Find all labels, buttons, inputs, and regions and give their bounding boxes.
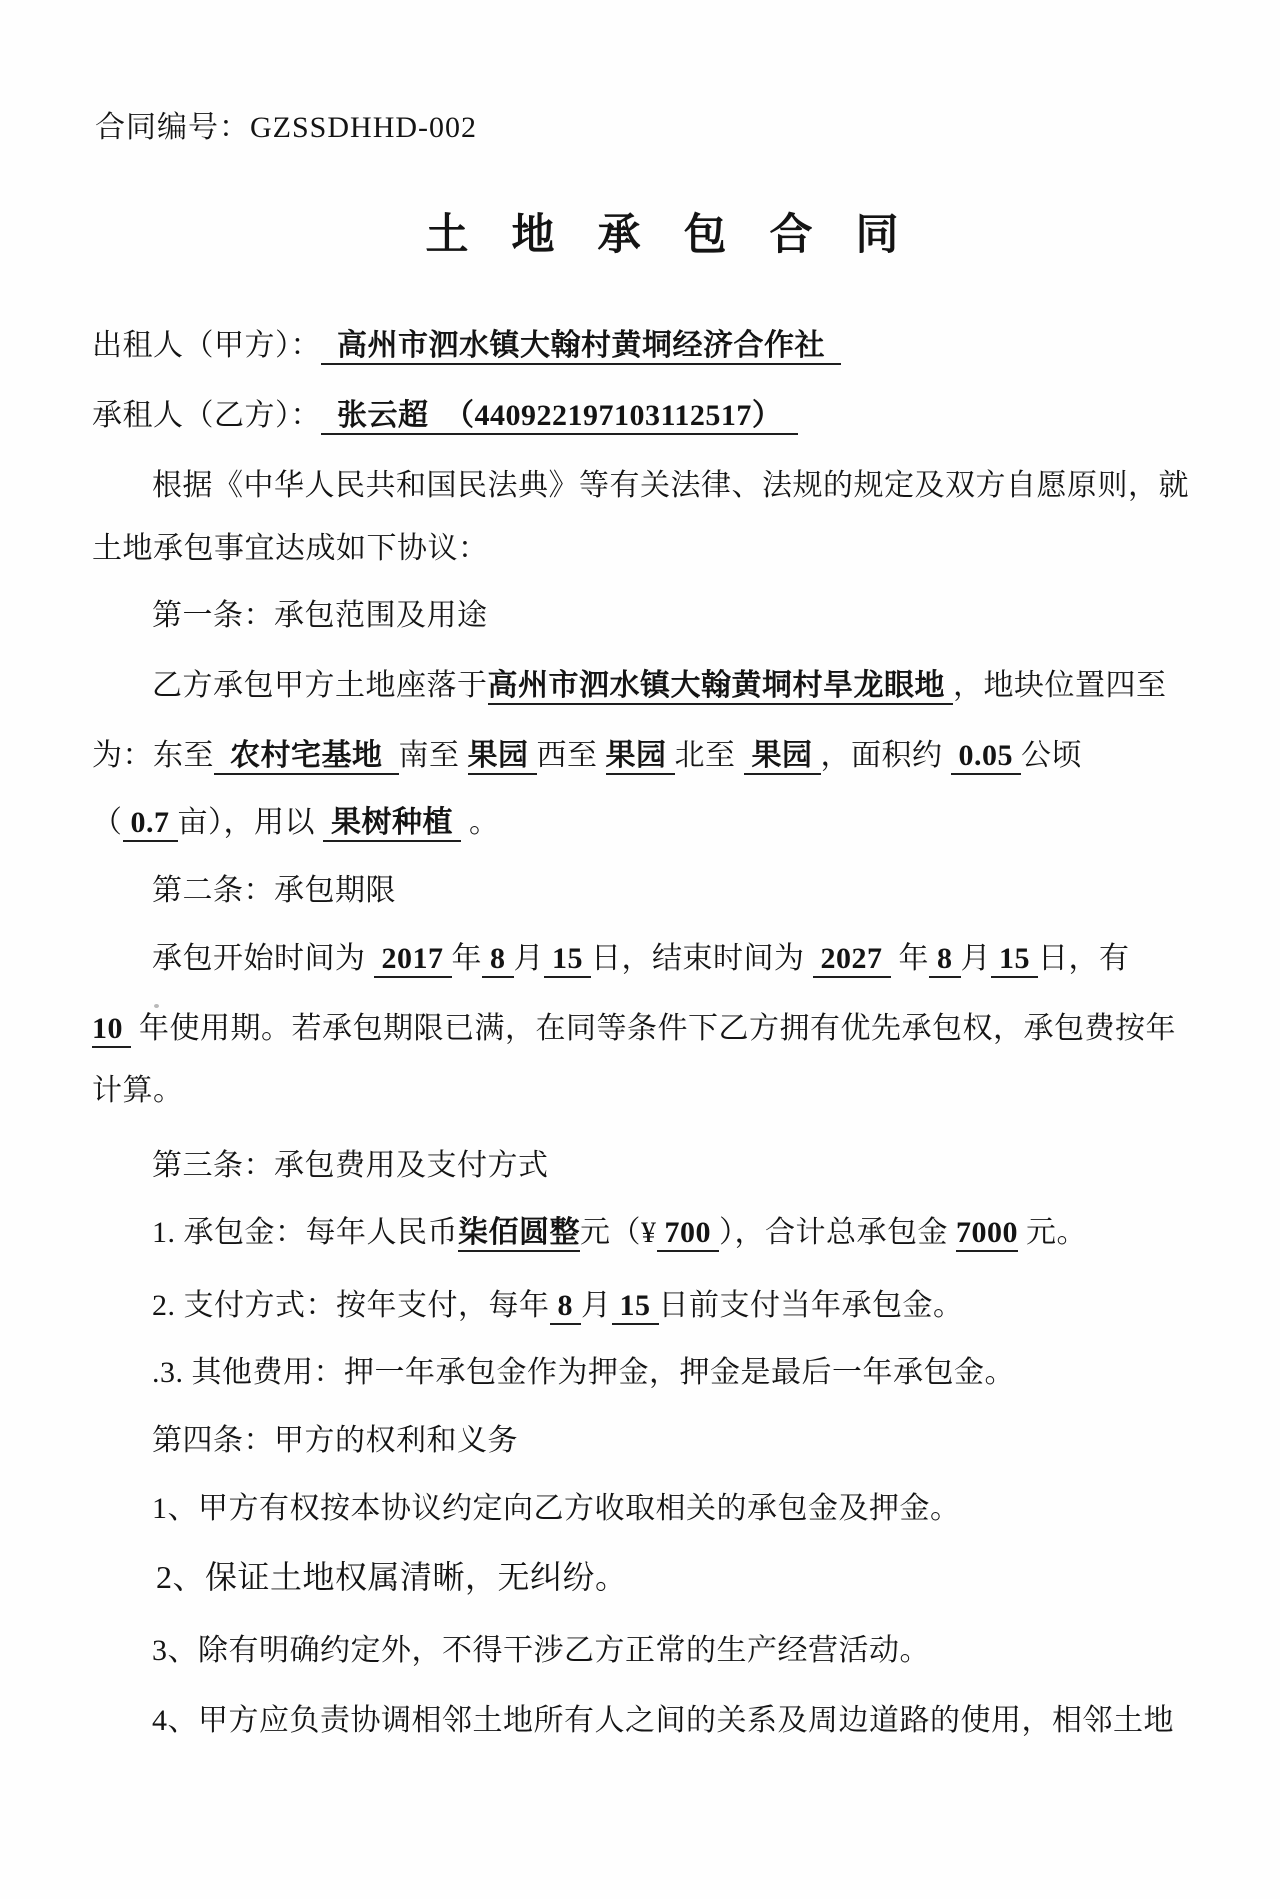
line-text: 3、除有明确约定外，不得干涉乙方正常的生产经营活动。	[152, 1634, 930, 1667]
clause-3-item-2	[92, 1287, 1232, 1324]
filled-blank-value: 果园	[468, 739, 537, 775]
filled-blank-value: 15	[612, 1289, 659, 1325]
line-text: （	[92, 806, 123, 839]
clause-3-item-3	[92, 1354, 1232, 1391]
line-text: 第二条：承包期限	[152, 874, 396, 907]
clause-2-text-1	[92, 940, 1232, 977]
line-text: 西至	[536, 739, 606, 772]
line-text: 乙方承包甲方土地座落于	[152, 669, 488, 702]
filled-blank-value: 果园	[606, 739, 675, 775]
line-text: 元。	[1018, 1216, 1087, 1249]
line-text: 元（¥	[580, 1216, 657, 1249]
line-text: 4、甲方应负责协调相邻土地所有人之间的关系及周边道路的使用，相邻土地	[152, 1704, 1174, 1737]
filled-blank-value: 8	[482, 942, 514, 978]
line-text: 日，有	[1038, 942, 1130, 975]
line-text: 2. 支付方式：按年支付，每年	[152, 1289, 550, 1322]
filled-blank-value: 700	[657, 1216, 720, 1252]
document-title: 土地承包合同	[425, 212, 942, 259]
line-text: 月	[513, 942, 544, 975]
line-text: ，面积约	[820, 739, 951, 772]
line-text: 日前支付当年承包金。	[658, 1289, 964, 1322]
line-text: 承包开始时间为	[152, 942, 374, 975]
clause-4-item-4	[92, 1702, 1232, 1739]
filled-blank-value: 0.7	[123, 806, 178, 842]
clause-2-text-3	[92, 1072, 1232, 1109]
clause-4-item-3	[92, 1632, 1232, 1669]
line-text: 月	[581, 1289, 612, 1322]
filled-blank-value: 7000	[956, 1216, 1018, 1252]
line-text: 第三条：承包费用及支付方式	[152, 1149, 549, 1182]
line-text: ），合计总承包金	[719, 1216, 956, 1249]
clause-2-text-2	[92, 1010, 1232, 1047]
line-text: 计算。	[92, 1074, 184, 1107]
clause-3-item-1	[92, 1214, 1232, 1251]
line-text: 年	[451, 942, 482, 975]
line-text: 为：东至	[92, 739, 214, 772]
line-text: 北至	[674, 739, 744, 772]
clause-1-text-2	[92, 737, 1232, 774]
filled-blank-value: 10	[92, 1012, 131, 1048]
filled-blank-value: 2027	[813, 942, 891, 978]
preamble-line-2	[92, 530, 1232, 567]
filled-blank-value: 柒佰圆整	[458, 1216, 580, 1252]
lessee-line	[92, 397, 1232, 434]
filled-blank-value: 农村宅基地	[214, 739, 399, 775]
line-text: 承租人（乙方）：	[92, 399, 321, 432]
line-text: 日，结束时间为	[591, 942, 813, 975]
clause-4-item-2	[92, 1559, 1232, 1596]
clause-1-text-3	[92, 804, 1232, 841]
clause-3-heading	[92, 1147, 1232, 1184]
filled-blank-value: 张云超 （440922197103112517）	[321, 399, 798, 435]
filled-blank-value: 0.05	[951, 739, 1022, 775]
line-text: 根据《中华人民共和国民法典》等有关法律、法规的规定及双方自愿原则，就	[152, 469, 1189, 502]
line-text: ，地块位置四至	[953, 669, 1167, 702]
clause-1-text-1	[92, 667, 1232, 704]
line-text: 1. 承包金：每年人民币	[152, 1216, 458, 1249]
line-text: 土地承包事宜达成如下协议：	[92, 532, 489, 565]
filled-blank-value: 15	[544, 942, 591, 978]
filled-blank-value: 2017	[374, 942, 452, 978]
line-text: 南至	[398, 739, 468, 772]
line-text: 亩），用以	[177, 806, 323, 839]
line-text: 公顷	[1021, 739, 1082, 772]
scan-speck-artifact	[154, 1004, 159, 1008]
clause-4-heading	[92, 1422, 1232, 1459]
line-text: 第四条：甲方的权利和义务	[152, 1424, 518, 1457]
filled-blank-value: 果树种植	[323, 806, 461, 842]
filled-blank-value: 高州市泗水镇大翰黄垌村旱龙眼地	[488, 669, 954, 705]
filled-blank-value: 8	[550, 1289, 582, 1325]
clause-2-heading	[92, 872, 1232, 909]
line-text: 。	[461, 806, 500, 839]
line-text: 2、保证土地权属清晰，无纠纷。	[156, 1559, 628, 1595]
line-text: 出租人（甲方）：	[92, 329, 321, 362]
clause-4-item-1	[92, 1490, 1232, 1527]
line-text: .3. 其他费用：押一年承包金作为押金，押金是最后一年承包金。	[152, 1356, 1015, 1389]
filled-blank-value: 8	[929, 942, 961, 978]
line-text: 月	[960, 942, 991, 975]
line-text: 1、甲方有权按本协议约定向乙方收取相关的承包金及押金。	[152, 1492, 961, 1525]
preamble-line-1	[92, 467, 1232, 504]
filled-blank-value: 高州市泗水镇大翰村黄垌经济合作社	[321, 329, 841, 365]
line-text: 年	[890, 942, 929, 975]
line-text: 第一条：承包范围及用途	[152, 599, 488, 632]
filled-blank-value: 15	[991, 942, 1038, 978]
filled-blank-value: 果园	[744, 739, 821, 775]
lessor-line	[92, 327, 1232, 364]
line-text: 年使用期。若承包期限已满，在同等条件下乙方拥有优先承包权，承包费按年	[131, 1012, 1176, 1045]
contract-number: 合同编号：GZSSDHHD-002	[95, 111, 478, 144]
clause-1-heading	[92, 597, 1232, 634]
